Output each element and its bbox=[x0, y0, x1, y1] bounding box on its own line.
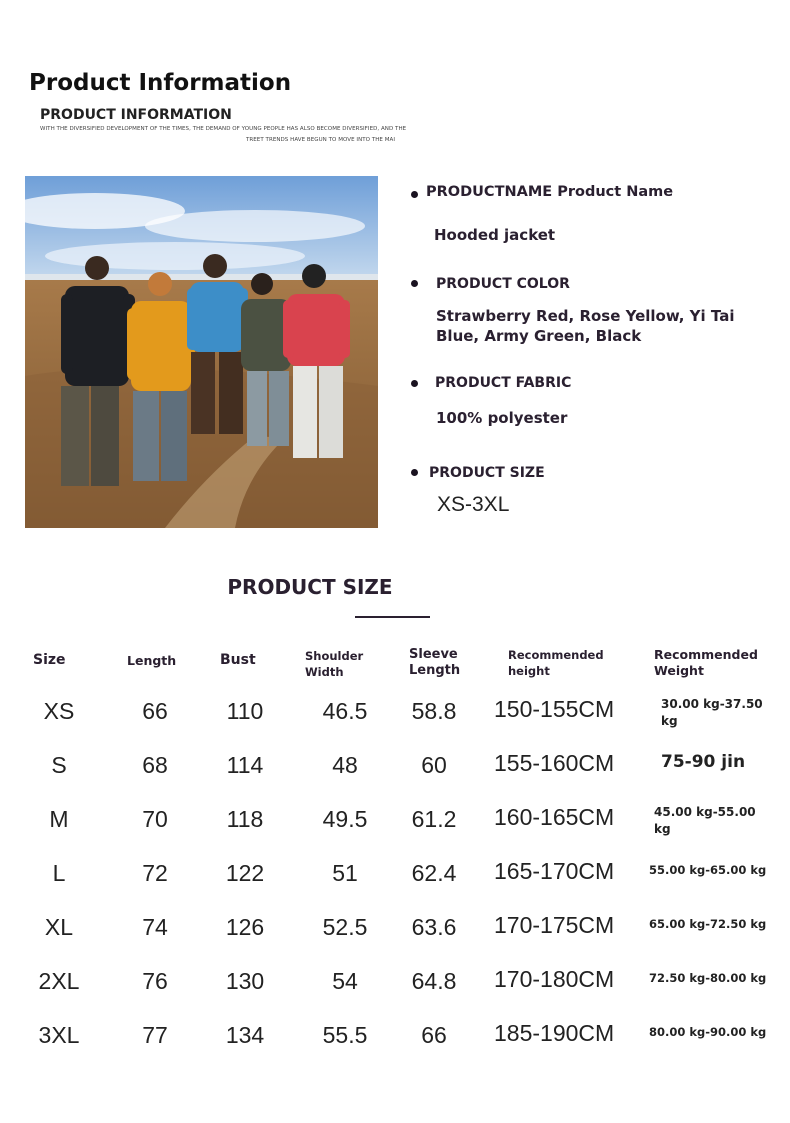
cell-sleeve: 64.8 bbox=[411, 968, 457, 994]
cell-weight: 75-90 jin bbox=[661, 752, 746, 772]
cell-size: 2XL bbox=[38, 968, 80, 994]
page-title: Product Information bbox=[29, 70, 292, 96]
product-fabric-value: 100% polyester bbox=[436, 409, 568, 427]
cell-sleeve: 66 bbox=[421, 1022, 447, 1048]
tagline-line-1: WITH THE DIVERSIFIED DEVELOPMENT OF THE TIMES, THE DEMAND OF YOUNG PEOPLE HAS ALSO BECOME DIVERSIFIED, AND THE bbox=[40, 126, 407, 132]
cell-height: 170-175CM bbox=[494, 912, 615, 938]
cell-weight: 30.00 kg-37.50 kg bbox=[661, 697, 763, 728]
tagline-line-2: TREET TRENDS HAVE BEGUN TO MOVE INTO THE MAI bbox=[246, 137, 396, 143]
product-name-value: Hooded jacket bbox=[434, 226, 556, 244]
cell-weight: 45.00 kg-55.00 kg bbox=[654, 805, 756, 836]
cell-sleeve: 58.8 bbox=[411, 698, 457, 724]
product-photo-illustration bbox=[25, 176, 378, 528]
cell-weight: 55.00 kg-65.00 kg bbox=[649, 863, 767, 877]
product-size-value: XS-3XL bbox=[437, 493, 510, 516]
cell-size: L bbox=[52, 860, 66, 886]
cell-sleeve: 60 bbox=[421, 752, 447, 778]
cell-weight: 72.50 kg-80.00 kg bbox=[649, 971, 767, 985]
product-size-label: PRODUCT SIZE bbox=[429, 465, 545, 481]
cell-bust: 126 bbox=[225, 914, 265, 940]
cell-bust: 122 bbox=[225, 860, 265, 886]
cell-sleeve: 61.2 bbox=[411, 806, 457, 832]
cell-sleeve: 62.4 bbox=[411, 860, 457, 886]
cell-size: 3XL bbox=[38, 1022, 80, 1048]
cell-length: 72 bbox=[142, 860, 168, 886]
col-header-size: Size bbox=[33, 652, 66, 668]
col-header-recommended-height: Recommended height bbox=[508, 648, 604, 678]
col-header-bust: Bust bbox=[220, 652, 256, 668]
cell-weight: 80.00 kg-90.00 kg bbox=[649, 1025, 767, 1039]
cell-shoulder: 48 bbox=[332, 752, 358, 778]
product-color-label: PRODUCT COLOR bbox=[436, 276, 570, 292]
cell-height: 165-170CM bbox=[494, 858, 615, 884]
cell-length: 68 bbox=[142, 752, 168, 778]
cell-length: 76 bbox=[142, 968, 168, 994]
cell-bust: 130 bbox=[225, 968, 265, 994]
cell-size: XL bbox=[44, 914, 74, 940]
cell-height: 170-180CM bbox=[494, 966, 615, 992]
cell-length: 74 bbox=[142, 914, 168, 940]
product-color-value: Strawberry Red, Rose Yellow, Yi Tai Blue, Army Green, Black bbox=[436, 307, 735, 345]
cell-length: 70 bbox=[142, 806, 168, 832]
cell-weight: 65.00 kg-72.50 kg bbox=[649, 917, 767, 931]
cell-shoulder: 51 bbox=[332, 860, 358, 886]
product-name-label: PRODUCTNAME Product Name bbox=[426, 184, 674, 200]
cell-height: 155-160CM bbox=[494, 750, 615, 776]
product-photo bbox=[25, 176, 378, 528]
heading-underline bbox=[355, 616, 430, 618]
cell-size: M bbox=[49, 806, 69, 832]
cell-shoulder: 52.5 bbox=[322, 914, 368, 940]
cell-shoulder: 55.5 bbox=[322, 1022, 368, 1048]
cell-shoulder: 49.5 bbox=[322, 806, 368, 832]
cell-bust: 110 bbox=[226, 698, 264, 724]
cell-height: 185-190CM bbox=[494, 1020, 615, 1046]
cell-size: XS bbox=[43, 698, 75, 724]
cell-size: S bbox=[51, 752, 67, 778]
col-header-sleeve-length: Sleeve Length bbox=[409, 647, 461, 678]
col-header-recommended-weight: Recommended Weight bbox=[654, 647, 758, 678]
cell-bust: 134 bbox=[225, 1022, 265, 1048]
size-table-heading: PRODUCT SIZE bbox=[227, 575, 393, 599]
page-subtitle: PRODUCT INFORMATION bbox=[40, 107, 232, 123]
cell-shoulder: 46.5 bbox=[322, 698, 368, 724]
cell-height: 160-165CM bbox=[494, 804, 615, 830]
cell-length: 66 bbox=[142, 698, 168, 724]
cell-length: 77 bbox=[142, 1022, 168, 1048]
model-yellow-jacket bbox=[127, 272, 195, 481]
cell-sleeve: 63.6 bbox=[411, 914, 457, 940]
cell-bust: 118 bbox=[226, 806, 264, 832]
bullet-name bbox=[411, 191, 418, 198]
cell-shoulder: 54 bbox=[332, 968, 358, 994]
col-header-length: Length bbox=[127, 653, 177, 668]
col-header-shoulder-width: Shoulder Width bbox=[305, 649, 364, 679]
bullet-color bbox=[411, 280, 418, 287]
bullet-fabric bbox=[411, 380, 418, 387]
cell-bust: 114 bbox=[226, 752, 264, 778]
cell-height: 150-155CM bbox=[494, 696, 615, 722]
bullet-size bbox=[411, 469, 418, 476]
product-fabric-label: PRODUCT FABRIC bbox=[435, 375, 572, 391]
